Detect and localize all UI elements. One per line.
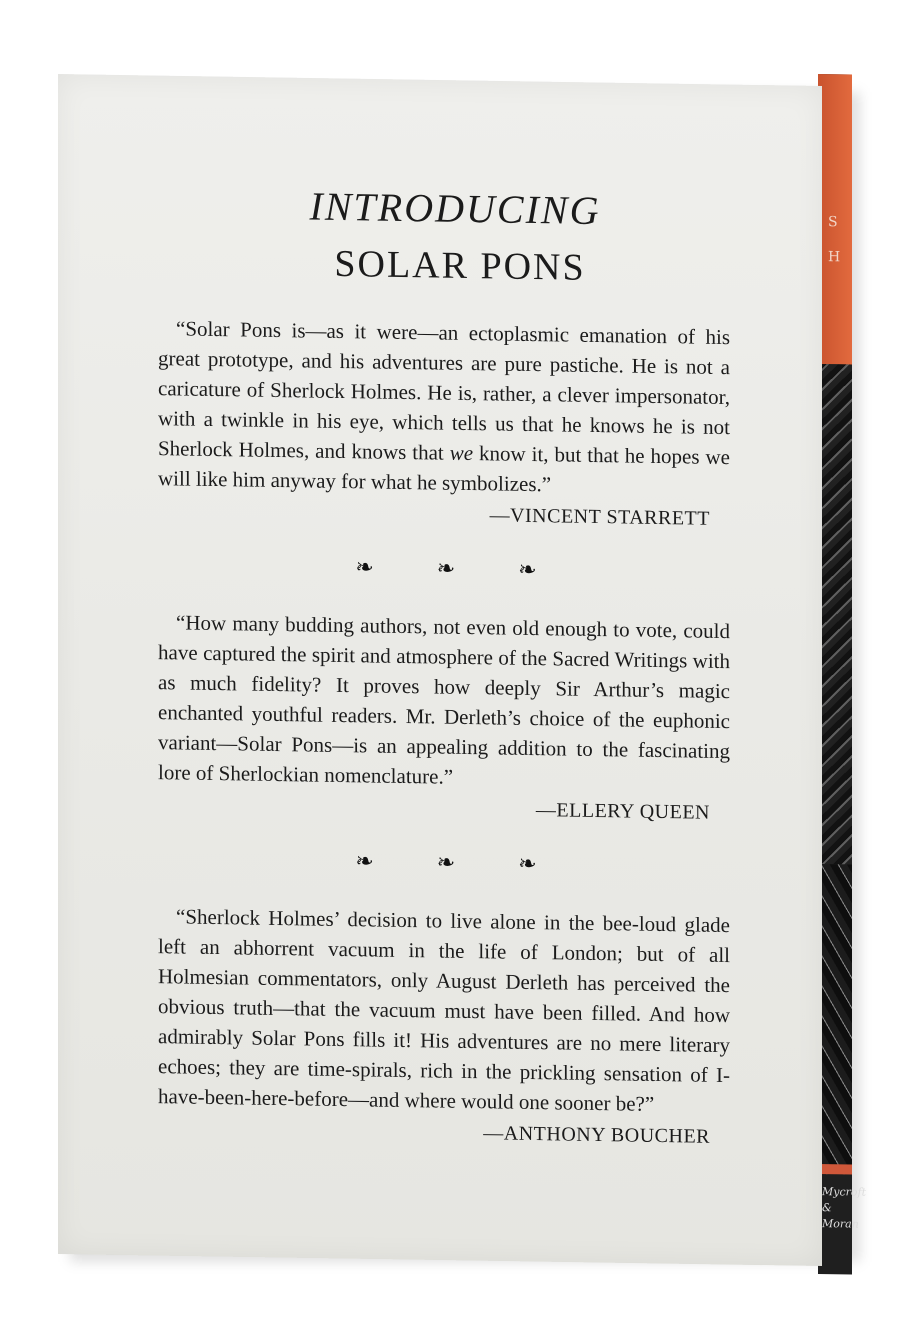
ornament-divider: ❧ ❧ ❧ xyxy=(355,555,565,584)
spine-title-panel xyxy=(818,74,852,365)
cover-title-intro: INTRODUCING xyxy=(309,183,601,234)
quote-ellery-queen: “How many budding authors, not even old enough to vote, could have captured the spirit and atmosphere of the Sacred Writings with as much fidelity? It proves how deeply Sir Arthur’s magic enchanted youthful readers. Mr. Derleth’s choice of the euphonic variant—Solar Pons—is an appealing addition to the fascinating lore of Sherlockian nomenclature.” xyxy=(158,610,730,789)
quote-boucher: “Sherlock Holmes’ decision to live alone in the bee-loud glade left an abhorrent vacuum in the life of London; but of all Holmesian commentators, only August Derleth has perceived the obvious truth—that the vacuum must have been filled. And how admirably Solar Pons fills it! His adventures are no mere literary echoes; they are time-spirals, rich in the prickling sensation of I-have-been-here-before—and where would one sooner be?” xyxy=(158,904,730,1116)
cover-title-main: SOLAR PONS xyxy=(334,242,586,289)
spine-illustration xyxy=(818,364,852,865)
spine-letter: H xyxy=(828,249,841,266)
spine-publisher: Mycroft & Moran xyxy=(822,1185,867,1231)
spine-illustration-lower xyxy=(818,864,852,1175)
back-cover-text xyxy=(150,170,730,1149)
spine-stripe xyxy=(818,1164,852,1175)
attribution-boucher: —ANTHONY BOUCHER xyxy=(483,1122,710,1148)
quote-starrett: “Solar Pons is—as it were—an ectoplasmic emanation of his great prototype, and his adventures are pure pastiche. He is not a caricature of Sherlock Holmes. He is, rather, a clever impersonator, with a twinkle in his eye, which tells us that he knows he is not Sherlock Holmes, and knows that we know it, but that he hopes we will like him anyway for what he symbolizes.” xyxy=(158,316,730,497)
book-spine xyxy=(818,74,867,1275)
attribution-ellery-queen: —ELLERY QUEEN xyxy=(535,799,710,824)
attribution-starrett: —VINCENT STARRETT xyxy=(489,504,710,530)
spine-letter: S xyxy=(828,214,838,231)
ornament-divider: ❧ ❧ ❧ xyxy=(355,849,565,878)
